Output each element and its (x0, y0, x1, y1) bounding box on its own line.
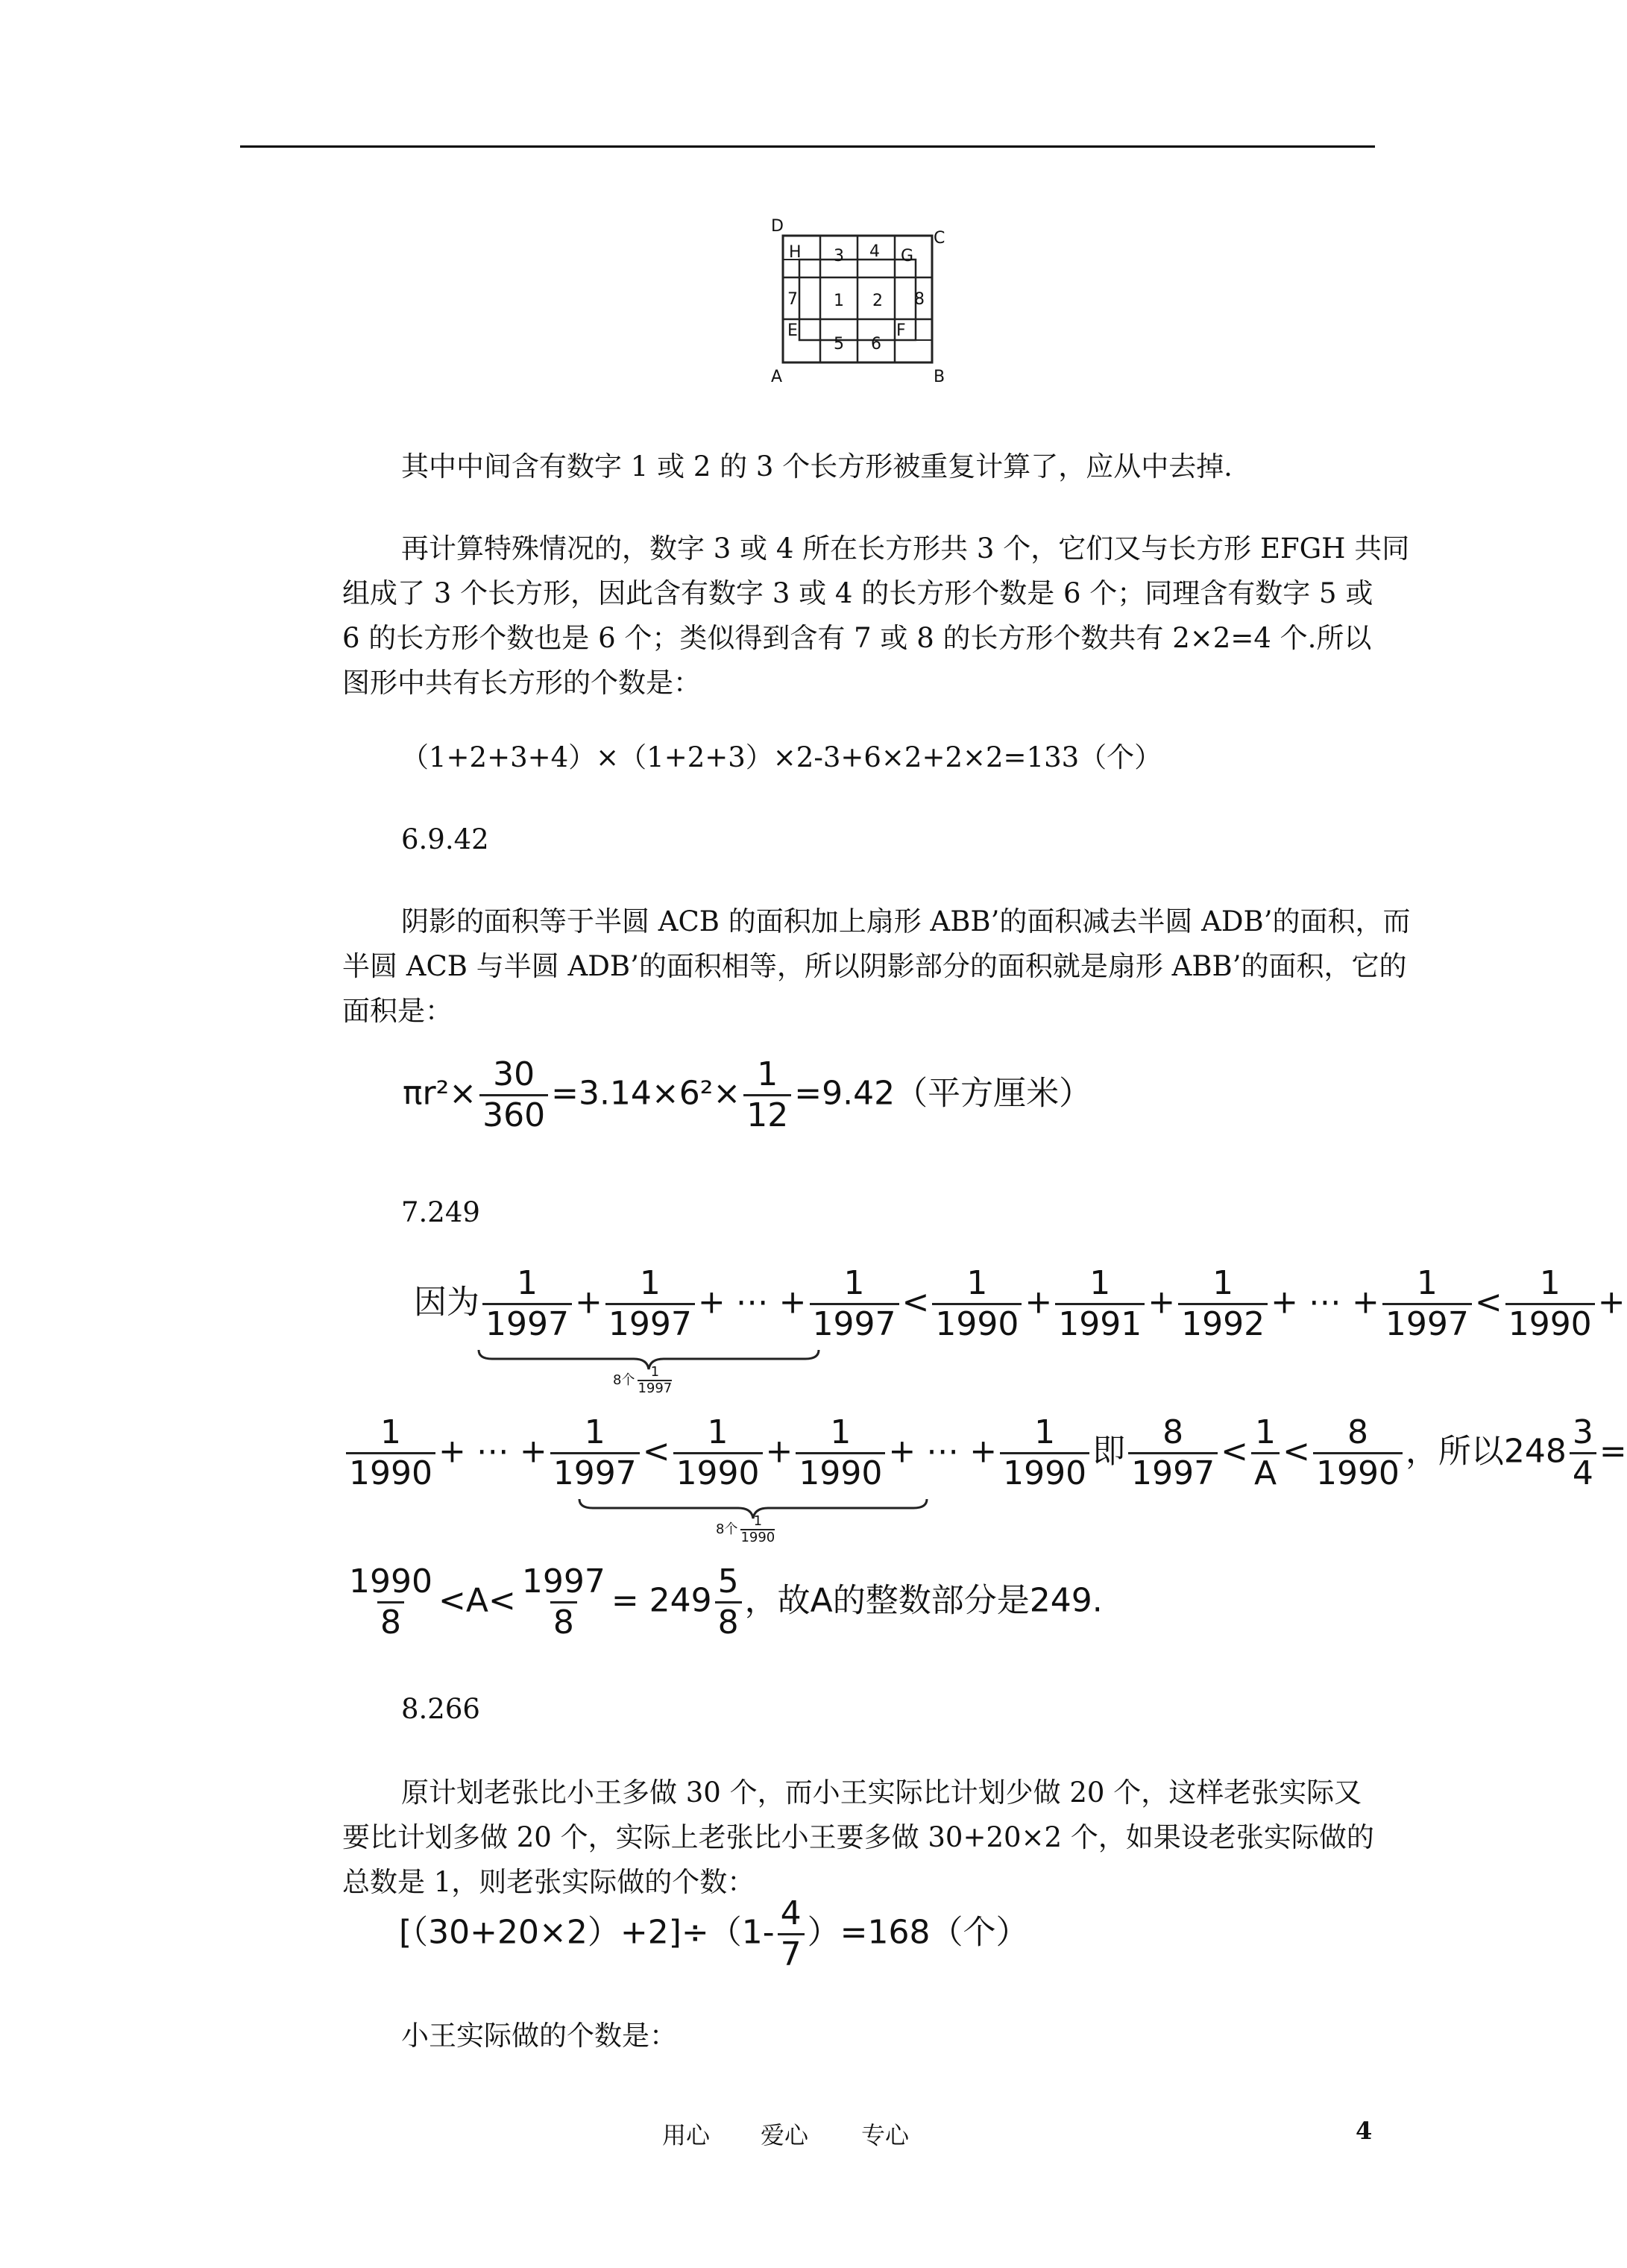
cell-8: 8 (914, 290, 925, 309)
cell-3: 3 (834, 247, 844, 266)
corner-label-b: B (934, 368, 945, 386)
formula-inequality-line-2: $\frac{1}{1990}$ + ⋯ + $\frac{1}{1997}$ < $\frac{1}{1990}$ + $\frac{1}{1990}$ + ⋯ + $\frac{1}{1990}$ 即 $\frac{8}{1997}$ < $\frac{1}{A}$ < $\frac{8}{1990}$ ，所以248 $\frac{3}{4}$ = (343, 1413, 1627, 1493)
answer-7: 7.249 (401, 1196, 480, 1228)
paragraph-work-line-1: 原计划老张比小王多做 30 个，而小王实际比计划少做 20 个，这样老张实际又 (401, 1777, 1362, 1809)
paragraph-special-line-4: 图形中共有长方形的个数是： (342, 667, 701, 699)
paragraph-shadow-line-1: 阴影的面积等于半圆 ACB 的面积加上扇形 ABB’的面积减去半圆 ADB’的面积，而 (401, 905, 1411, 937)
paragraph-work-line-3: 总数是 1，则老张实际做的个数： (342, 1866, 755, 1898)
underbrace-1-label: 8个 $\frac{1}{1997}$ (613, 1364, 673, 1396)
paragraph-special-line-3: 6 的长方形个数也是 6 个；类似得到含有 7 或 8 的长方形个数共有 2×2=4 个.所以 (342, 622, 1372, 654)
cell-2: 2 (872, 292, 883, 310)
corner-label-c: C (934, 229, 945, 248)
corner-label-a: A (771, 368, 783, 386)
footer-yongxin: 用心 (662, 2121, 711, 2149)
paragraph-work-line-2: 要比计划多做 20 个，实际上老张比小王要多做 30+20×2 个，如果设老张实际做的 (342, 1821, 1374, 1853)
paragraph-shadow-line-3: 面积是： (342, 995, 453, 1027)
formula-inequality-line-3: $\frac{1990}{8}$ <A< $\frac{1997}{8}$ = 249 $\frac{5}{8}$ ，故A的整数部分是249. (349, 1562, 1103, 1642)
cell-7: 7 (787, 290, 798, 309)
formula-sector-area: πr²× $\frac{30}{360}$ =3.14×6²× $\frac{1}{12}$ =9.42（平方厘米） (403, 1055, 1092, 1134)
cell-6: 6 (871, 335, 881, 354)
inner-label-g: G (901, 247, 914, 266)
inner-label-f: F (896, 321, 906, 340)
paragraph-special-line-1: 再计算特殊情况的，数字 3 或 4 所在长方形共 3 个，它们又与长方形 EFGH 共同 (401, 533, 1410, 565)
cell-1: 1 (834, 292, 844, 310)
rectangle-grid-diagram (768, 216, 947, 388)
answer-8: 8.266 (401, 1693, 480, 1725)
paragraph-xiaowang: 小王实际做的个数是： (401, 2020, 677, 2052)
footer-zhuanxin: 专心 (861, 2121, 910, 2149)
cell-4: 4 (869, 242, 880, 261)
page-number: 4 (1356, 2117, 1373, 2145)
paragraph-special-line-2: 组成了 3 个长方形，因此含有数字 3 或 4 的长方形个数是 6 个；同理含有数字 5 或 (342, 577, 1373, 609)
cell-5: 5 (834, 335, 844, 354)
underbrace-2-label: 8个 $\frac{1}{1990}$ (716, 1513, 775, 1545)
header-rule (240, 145, 1375, 148)
paragraph-repeated-rectangles: 其中中间含有数字 1 或 2 的 3 个长方形被重复计算了，应从中去掉. (401, 450, 1233, 483)
inner-label-e: E (787, 321, 798, 340)
formula-laozhang-count: [（30+20×2）+2]÷（1- $\frac{4}{7}$ ）=168（个） (399, 1894, 1029, 1973)
paragraph-shadow-line-2: 半圆 ACB 与半圆 ADB’的面积相等，所以阴影部分的面积就是扇形 ABB’的面积，它的 (342, 950, 1407, 982)
formula-rectangle-count: （1+2+3+4）×（1+2+3）×2-3+6×2+2×2=133（个） (401, 741, 1162, 773)
footer-aixin: 爱心 (761, 2121, 809, 2149)
answer-6: 6.9.42 (401, 823, 489, 855)
inner-label-h: H (789, 243, 802, 262)
formula-inequality-line-1: 因为 $\frac{1}{1997}$ + $\frac{1}{1997}$ + ⋯ + $\frac{1}{1997}$ < $\frac{1}{1990}$ + $\frac{1}{1991}$ + $\frac{1}{1992}$ + ⋯ + $\frac{1}{1997}$ < $\frac{1}{1990}$ + (414, 1264, 1626, 1343)
corner-label-d: D (771, 217, 784, 236)
